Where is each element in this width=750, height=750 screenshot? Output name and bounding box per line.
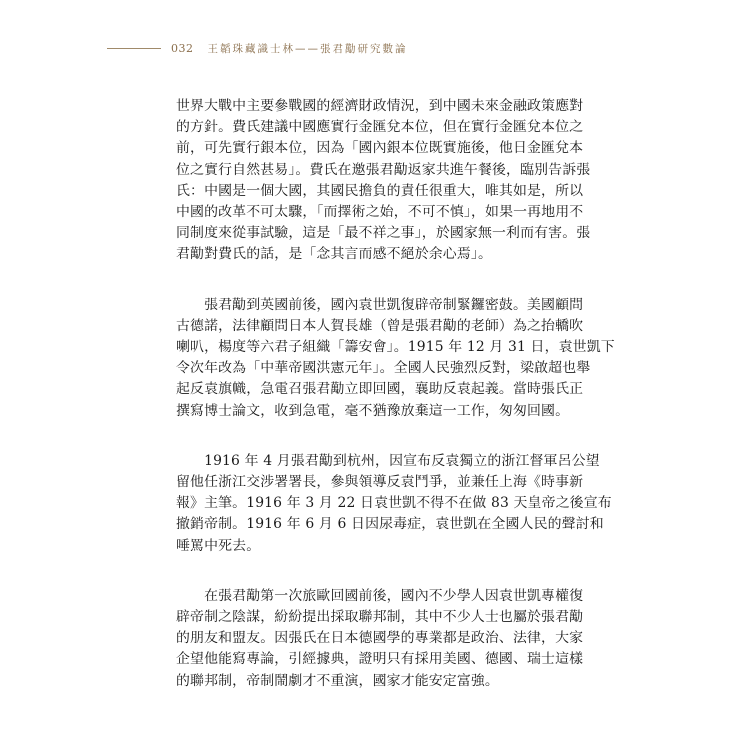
text-line: 喇叭，楊度等六君子組織「籌安會」。1915 年 12 月 31 日，袁世凱下 [176,339,615,356]
text-line: 起反袁旗幟，急電召張君勱立即回國，襄助反袁起義。當時張氏正 [176,381,584,398]
text-line: 的方針。費氏建議中國應實行金匯兌本位，但在實行金匯兌本位之 [176,119,584,136]
paragraph [176,96,591,266]
text-line: 君勱對費氏的話，是「念其言而感不絕於余心焉」。 [176,246,492,263]
paragraph [176,451,612,557]
text-line: 同制度來從事試驗，這是「最不祥之事」，於國家無一利而有害。張 [176,225,591,242]
paragraph [176,295,615,422]
text-line: 留他任浙江交涉署署長，參與領導反袁鬥爭，並兼任上海《時事新 [176,474,584,491]
text-line: 的朋友和盟友。因張氏在日本德國學的專業都是政治、法律，大家 [176,630,584,647]
text-line: 中國的改革不可太驟，「而擇術之始，不可不慎」，如果一再地用不 [176,204,584,221]
text-line: 撤銷帝制。1916 年 6 月 6 日因尿毒症，袁世凱在全國人民的聲討和 [176,516,604,533]
body-text [176,96,615,721]
text-line: 古德諾，法律顧問日本人賀長雄（曾是張君勱的老師）為之抬轎吹 [176,317,584,334]
text-line: 的聯邦制，帝制鬧劇才不重演，國家才能安定富強。 [176,672,499,689]
header-rule [107,48,161,49]
text-line: 前，可先實行銀本位，因為「國內銀本位既實施後，他日金匯兌本 [176,140,584,157]
text-line: 1916 年 4 月張君勱到杭州，因宣布反袁獨立的浙江督軍呂公望 [176,452,600,469]
text-line: 令次年改為「中華帝國洪憲元年」。全國人民強烈反對，梁啟超也舉 [176,360,591,377]
paragraph [176,586,584,692]
running-header [107,38,667,58]
text-line: 在張君勱第一次旅歐回國前後，國內不少學人因袁世凱專權復 [176,587,584,604]
text-line: 氏：中國是一個大國，其國民擔負的責任很重大，唯其如是，所以 [176,182,584,199]
text-line: 撰寫博士論文，收到急電，毫不猶豫放棄這一工作，匆匆回國。 [176,402,570,419]
text-line: 位之實行自然甚易」。費氏在邀張君勱返家共進午餐後，臨別告訴張 [176,161,591,178]
page-number: 032 [171,41,194,55]
text-line: 企望他能寫專論，引經據典，證明只有採用美國、德國、瑞士這樣 [176,651,584,668]
text-line: 辟帝制之陰謀，紛紛提出採取聯邦制，其中不少人士也屬於張君勱 [176,609,584,626]
text-line: 唾罵中死去。 [176,537,261,554]
running-title: 王韜珠藏識士林——張君勱研究數論 [207,42,408,55]
text-line: 報》主筆。1916 年 3 月 22 日袁世凱不得不在做 83 天皇帝之後宣布 [176,495,612,512]
text-line: 張君勱到英國前後，國內袁世凱復辟帝制緊鑼密鼓。美國顧問 [176,296,584,313]
text-line: 世界大戰中主要參戰國的經濟財政情況，到中國未來金融政策應對 [176,98,584,114]
